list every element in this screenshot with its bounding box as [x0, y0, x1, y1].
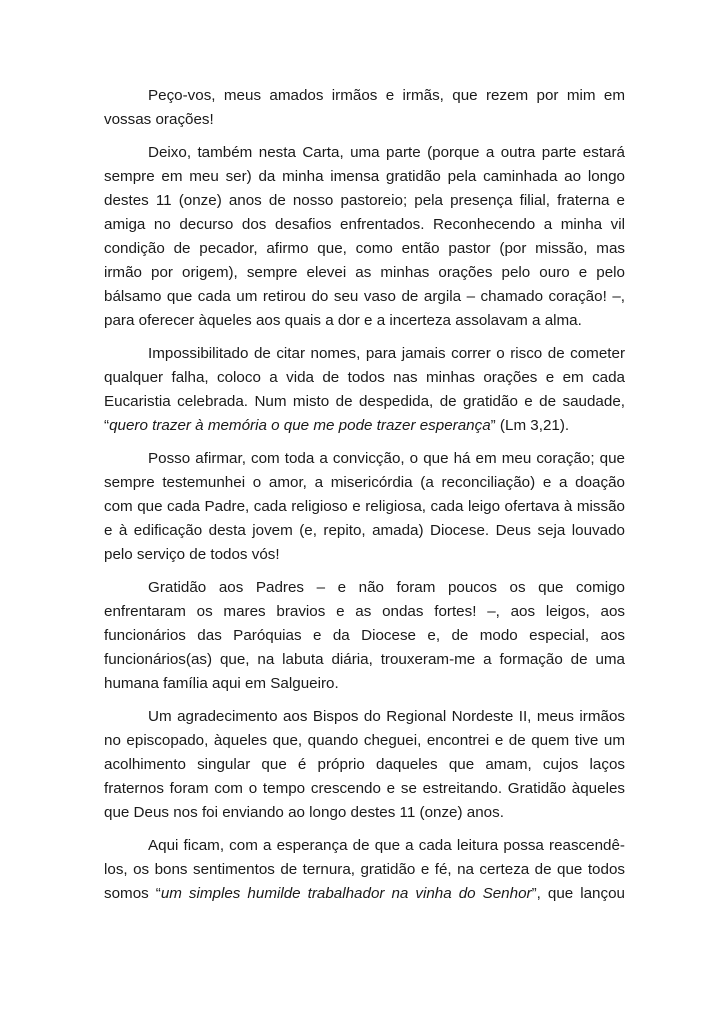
text-line: sempre testemunhei o amor, a misericórdia (a reconciliação) e a doação	[104, 474, 625, 491]
text-line: humana família aqui em Salgueiro.	[104, 675, 339, 692]
paragraph-names	[104, 342, 625, 438]
paragraph-bishops	[104, 705, 625, 825]
text-line: enfrentaram os mares bravios e as ondas fortes! –, aos leigos, aos	[104, 603, 625, 620]
text-line: Um agradecimento aos Bispos do Regional Nordeste II, meus irmãos	[148, 708, 625, 725]
text-line: acolhimento singular que é próprio daqueles que amam, cujos laços	[104, 756, 625, 773]
text-line: Eucaristia celebrada. Num misto de despedida, de gratidão e de saudade,	[104, 393, 625, 410]
vineyard-quote: um simples humilde trabalhador na vinha do Senhor	[160, 885, 532, 902]
text-line: Gratidão aos Padres – e não foram poucos os que comigo	[148, 579, 625, 596]
quote-suffix: ”, que lançou	[531, 885, 625, 902]
text-line: bálsamo que cada um retirou do seu vaso de argila – chamado coração! –,	[104, 288, 625, 305]
text-line: vossas orações!	[104, 111, 214, 128]
text-line: Impossibilitado de citar nomes, para jamais correr o risco de cometer	[148, 345, 625, 362]
text-line: sempre em meu ser) da minha imensa gratidão pela caminhada ao longo	[104, 168, 625, 185]
paragraph-closing	[104, 834, 625, 906]
text-line: funcionários das Paróquias e da Diocese e, de modo especial, aos	[104, 627, 625, 644]
text-line: amiga no decurso dos desafios enfrentados. Reconhecendo a minha vil	[104, 216, 625, 233]
text-line: Deixo, também nesta Carta, uma parte (porque a outra parte estará	[148, 144, 625, 161]
paragraph-prayer-request	[104, 84, 625, 132]
scripture-quote: quero trazer à memória o que me pode trazer esperança	[109, 417, 491, 434]
quote-open: “	[104, 417, 110, 434]
text-line: irmão por origem), sempre elevei as minhas orações pelo ouro e pelo	[104, 264, 625, 281]
text-line: que Deus nos foi enviando ao longo destes 11 (onze) anos.	[104, 804, 504, 821]
text-line: qualquer falha, coloco a vida de todos nas minhas orações e em cada	[104, 369, 625, 386]
text-line: destes 11 (onze) anos de nosso pastoreio; pela presença filial, fraterna e	[104, 192, 625, 209]
text-line: para oferecer àqueles aos quais a dor e a incerteza assolavam a alma.	[104, 312, 582, 329]
text-line: Posso afirmar, com toda a convicção, o que há em meu coração; que	[148, 450, 625, 467]
text-line: com que cada Padre, cada religioso e religiosa, cada leigo ofertava à missão	[104, 498, 625, 515]
quote-line	[104, 882, 625, 906]
text-line: Aqui ficam, com a esperança de que a cada leitura possa reascendê-	[148, 837, 625, 854]
paragraph-priests	[104, 576, 625, 696]
paragraph-testimony	[104, 447, 625, 567]
text-line: fraternos foram com o tempo crescendo e se estreitando. Gratidão àqueles	[104, 780, 625, 797]
text-line: pelo serviço de todos vós!	[104, 546, 280, 563]
quote-prefix: somos “	[104, 885, 161, 902]
text-line: condição de pecador, afirmo que, como então pastor (por missão, mas	[104, 240, 625, 257]
text-line: los, os bons sentimentos de ternura, gratidão e fé, na certeza de que todos	[104, 861, 625, 878]
scripture-reference: ” (Lm 3,21).	[490, 417, 570, 434]
text-line: no episcopado, àqueles que, quando cheguei, encontrei e de quem tive um	[104, 732, 625, 749]
text-line: e à edificação desta jovem (e, repito, amada) Diocese. Deus seja louvado	[104, 522, 625, 539]
paragraph-gratitude	[104, 141, 625, 333]
letter-body	[104, 84, 625, 915]
quote-line	[104, 414, 625, 438]
text-line: funcionários(as) que, na labuta diária, trouxeram-me a formação de uma	[104, 651, 625, 668]
text-line: Peço-vos, meus amados irmãos e irmãs, que rezem por mim em	[148, 87, 625, 104]
